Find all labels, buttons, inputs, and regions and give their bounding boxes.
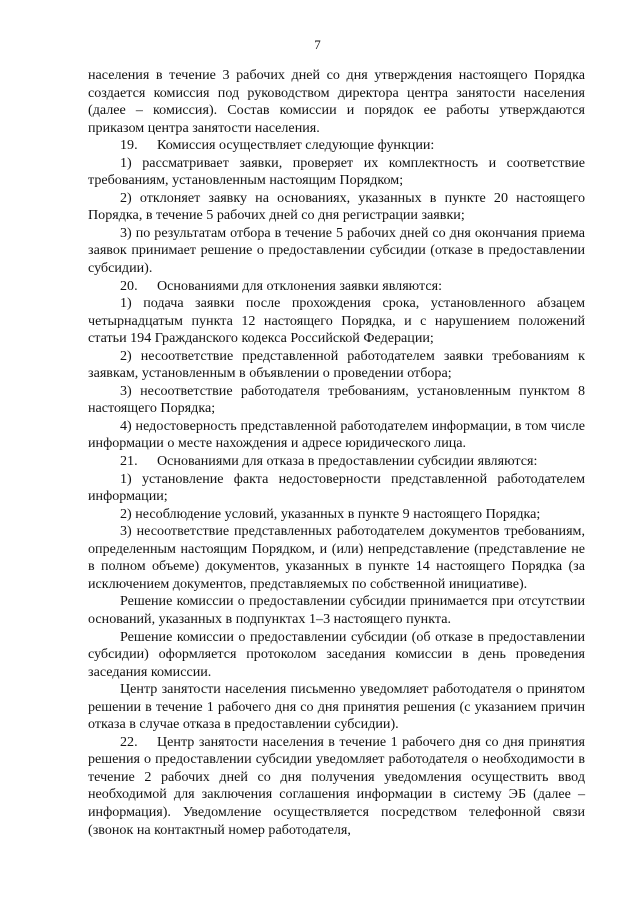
clause-text: Центр занятости населения в течение 1 рабочего дня со дня принятия решения о предоставлении субсидии уведомляет работодателя о необходимости в течение 2 рабочих дней со дня получения уведомления осуществить ввод необходимой для заключения соглашения информации в систему ЭБ (далее – информация). Уведомление осуществляется посредством телефонной связи (звонок на контактный номер работодателя, xyxy=(88,733,585,838)
clause-number: 19. xyxy=(120,137,138,154)
clause-20 xyxy=(88,278,585,296)
clause-19 xyxy=(88,137,585,155)
paragraph: Решение комиссии о предоставлении субсидии принимается при отсутствии оснований, указанных в подпунктах 1–3 настоящего пункта. xyxy=(88,593,585,627)
clause-22 xyxy=(88,734,585,839)
clause-text: Основаниями для отклонения заявки являются: xyxy=(157,277,443,294)
list-item: 2) отклоняет заявку на основаниях, указанных в пункте 20 настоящего Порядка, в течение 5 рабочих дней со дня регистрации заявки; xyxy=(88,189,585,224)
list-item: 3) несоответствие представленных работодателем документов требованиям, определенным настоящим Порядком, и (или) непредставление (представление не в полном объеме) документов, указанных в пункте 14 настоящего Порядка (за исключением документов, представляемых по собственной инициативе). xyxy=(88,523,585,592)
list-item: 2) несоответствие представленной работодателем заявки требованиям к заявкам, установленным в объявлении о проведении отбора; xyxy=(88,347,585,382)
clause-number: 22. xyxy=(120,733,138,750)
list-item: 1) установление факта недостоверности представленной работодателем информации; xyxy=(88,470,585,505)
clause-21 xyxy=(88,453,585,471)
list-item: 1) рассматривает заявки, проверяет их комплектность и соответствие требованиям, установленным настоящим Порядком; xyxy=(88,154,585,189)
page-number: 7 xyxy=(314,37,321,52)
list-item: 4) недостоверность представленной работодателем информации, в том числе информации о месте нахождения и адресе юридического лица. xyxy=(88,417,585,452)
list-item: 2) несоблюдение условий, указанных в пункте 9 настоящего Порядка; xyxy=(120,505,541,522)
clause-text: Основаниями для отказа в предоставлении субсидии являются: xyxy=(157,453,538,470)
clause-number: 20. xyxy=(120,277,138,294)
paragraph: Решение комиссии о предоставлении субсидии (об отказе в предоставлении субсидии) оформляется протоколом заседания комиссии в день проведения заседания комиссии. xyxy=(88,628,585,680)
list-item: 1) подача заявки после прохождения срока, установленного абзацем четырнадцатым пункта 12 настоящего Порядка, и с нарушением положений статьи 194 Гражданского кодекса Российской Федерации; xyxy=(88,295,585,347)
document-body xyxy=(88,67,585,839)
clause-number: 21. xyxy=(120,453,138,470)
list-item: 3) по результатам отбора в течение 5 рабочих дней со дня окончания приема заявок принимает решение о предоставлении субсидии (отказе в предоставлении субсидии). xyxy=(88,224,585,277)
clause-text: Комиссия осуществляет следующие функции: xyxy=(157,137,435,154)
paragraph-continuation: населения в течение 3 рабочих дней со дня утверждения настоящего Порядка создается комиссия под руководством директора центра занятости населения (далее – комиссия). Состав комиссии и порядок ее работы утверждаются приказом центра занятости населения. xyxy=(88,67,585,136)
list-item: 3) несоответствие работодателя требованиям, установленным пунктом 8 настоящего Порядка; xyxy=(88,382,585,417)
paragraph: Центр занятости населения письменно уведомляет работодателя о принятом решении в течение 1 рабочего дня со дня принятия решения (с указанием причин отказа в случае отказа в предоставлении субсидии). xyxy=(88,681,585,733)
